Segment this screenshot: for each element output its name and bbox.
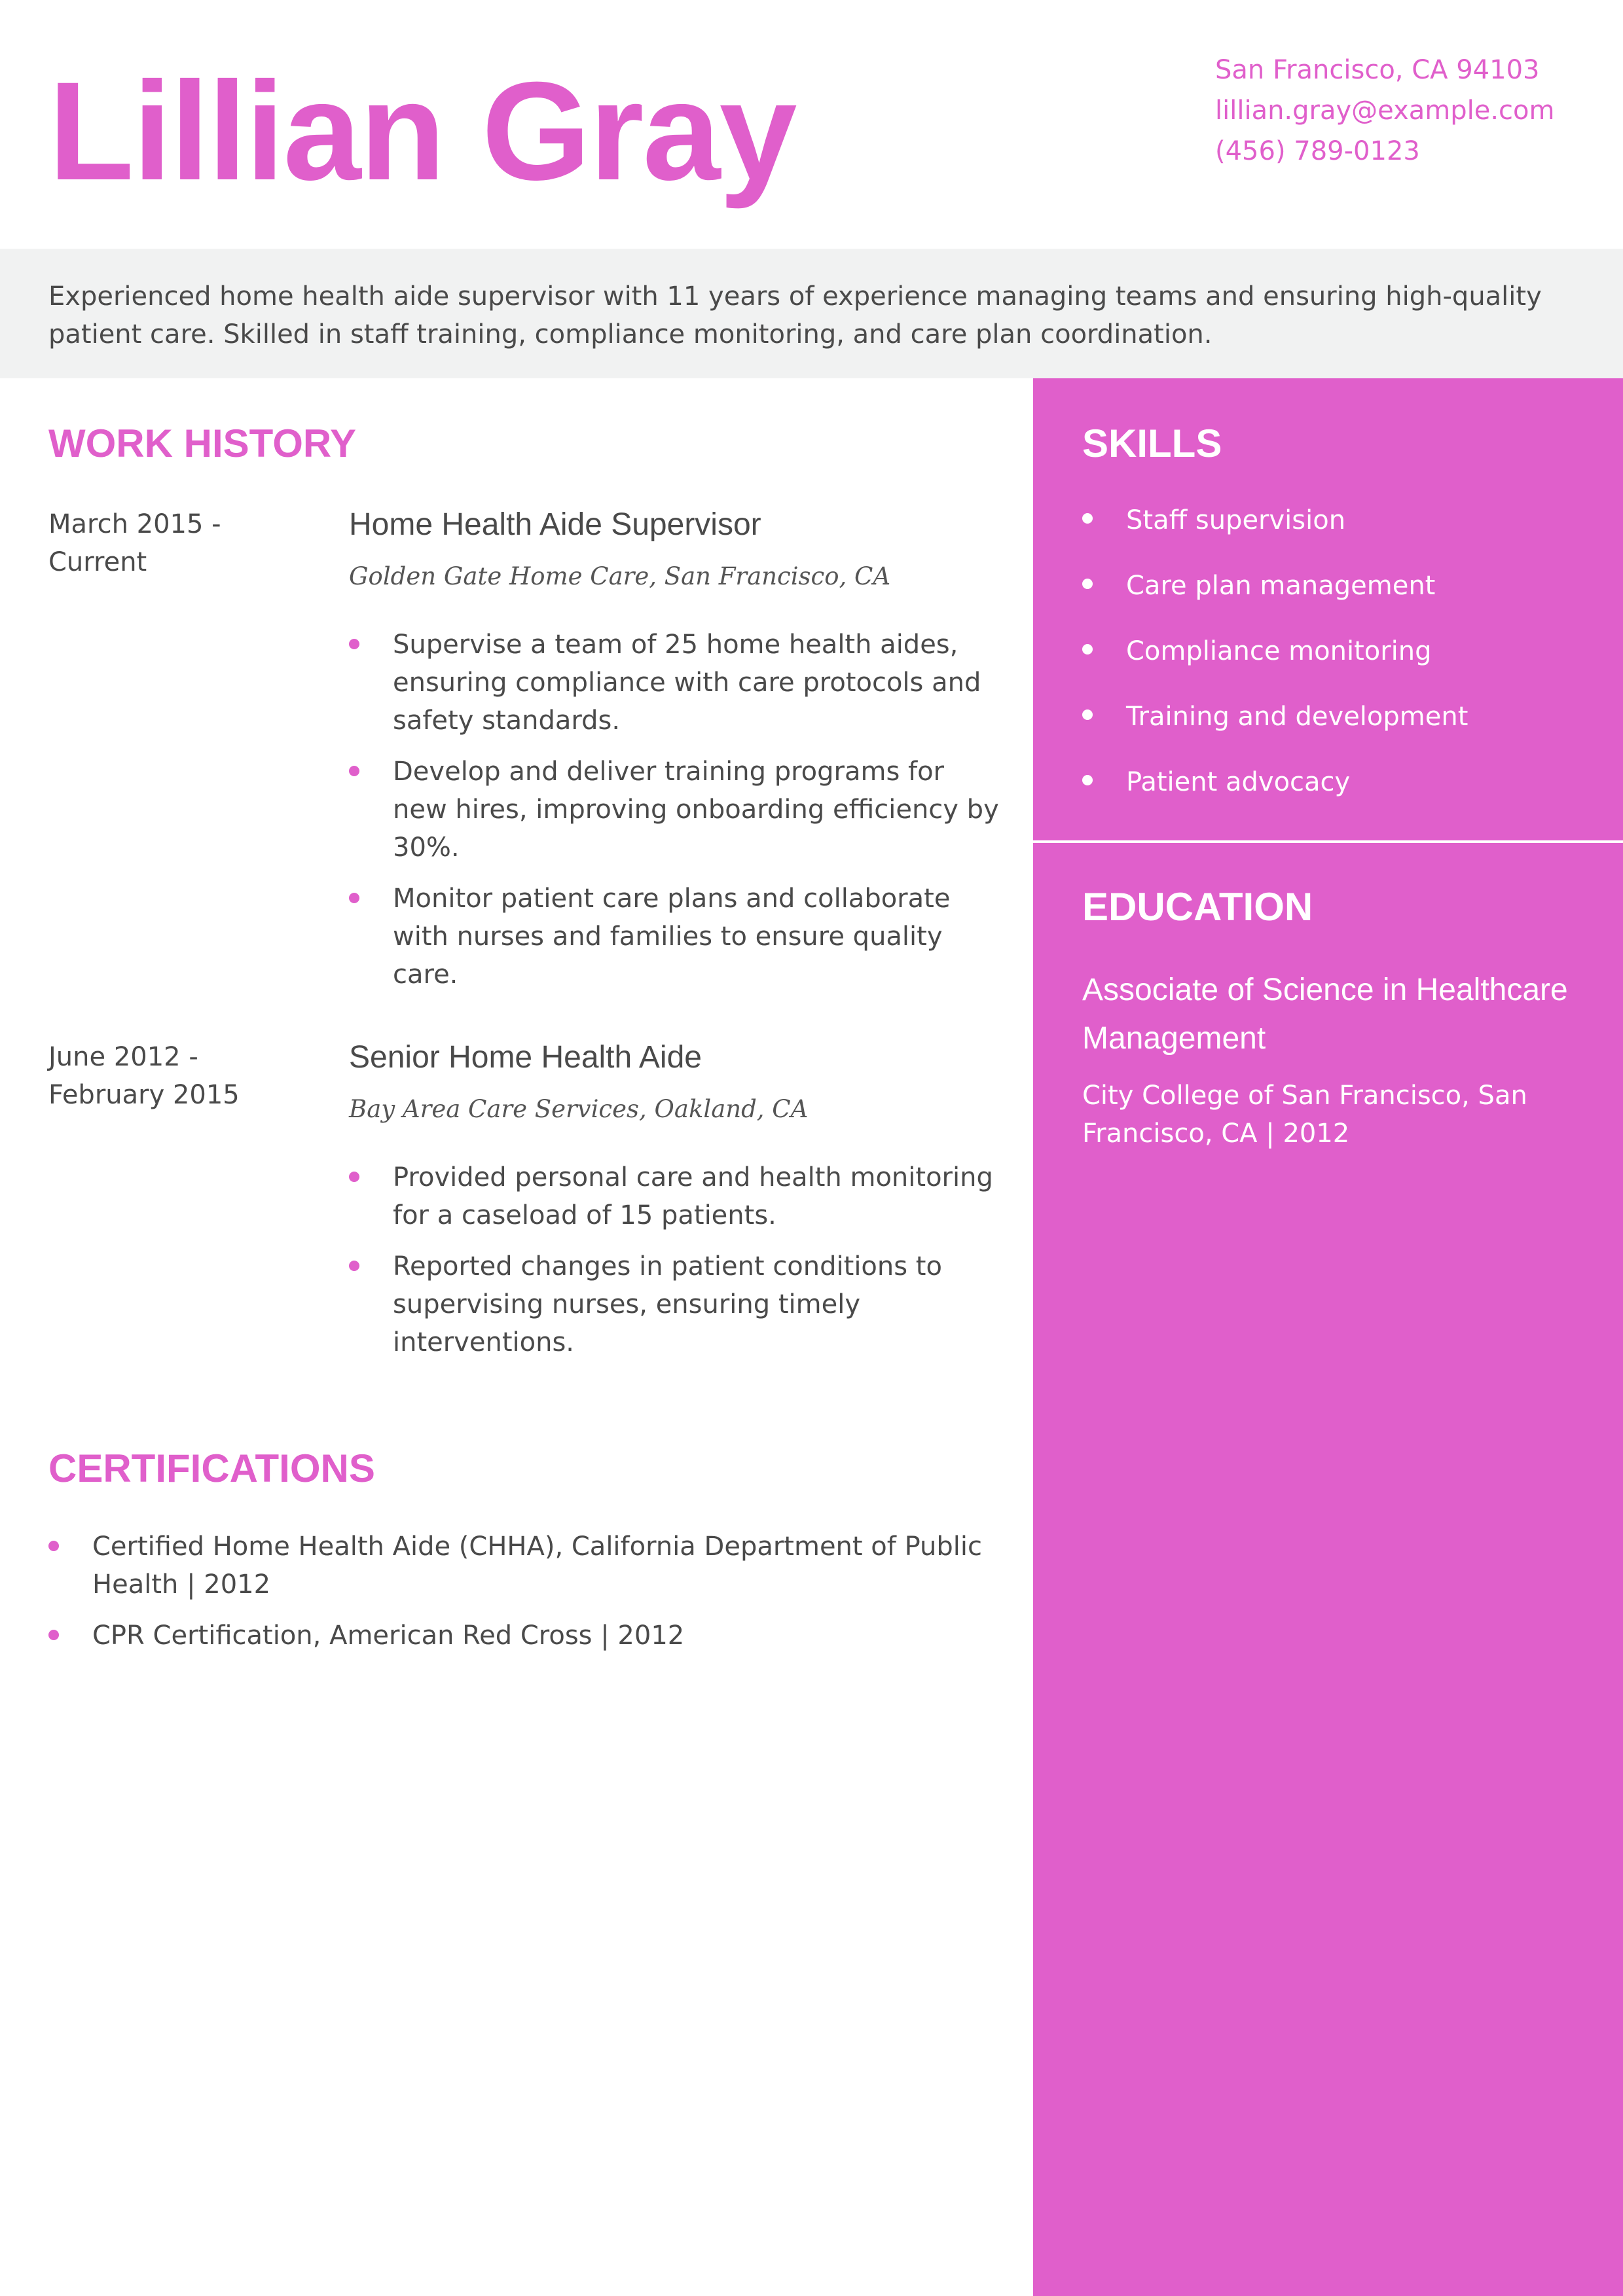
skill-text: Training and development xyxy=(1126,702,1468,732)
job-bullet xyxy=(349,1247,1004,1361)
job-bullet-text: Monitor patient care plans and collaborate with nurses and families to ensure quality care. xyxy=(393,884,951,990)
job-bullet-text: Supervise a team of 25 home health aides, ensuring compliance with care protocols and safety standards. xyxy=(393,630,981,736)
job-title: Home Health Aide Supervisor xyxy=(349,507,761,542)
job-date: June 2012 - February 2015 xyxy=(48,1042,240,1110)
job-bullet xyxy=(349,1158,1004,1234)
job-bullet xyxy=(349,880,1004,994)
skill-text: Compliance monitoring xyxy=(1126,636,1432,666)
job-company: Golden Gate Home Care, San Francisco, CA xyxy=(349,562,891,590)
bullet-dot-icon xyxy=(349,766,359,776)
job-bullet-text: Provided personal care and health monitoring for a caseload of 15 patients. xyxy=(393,1162,993,1230)
job-company: Bay Area Care Services, Oakland, CA xyxy=(349,1095,809,1123)
education-school: City College of San Francisco, San Francisco, CA | 2012 xyxy=(1082,1081,1527,1149)
candidate-name: Lillian Gray xyxy=(48,53,796,209)
certifications-list xyxy=(48,1528,998,1668)
sidebar xyxy=(1033,378,1623,2296)
job-bullet-text: Develop and deliver training programs for new hires, improving onboarding efficiency by 30%. xyxy=(393,757,999,863)
bullet-dot-icon xyxy=(1082,579,1093,589)
job-bullet xyxy=(349,753,1004,867)
certification-item xyxy=(48,1617,998,1655)
education-heading: EDUCATION xyxy=(1082,885,1313,929)
bullet-dot-icon xyxy=(349,639,359,649)
contact-phone[interactable]: (456) 789-0123 xyxy=(1215,136,1420,166)
job-title: Senior Home Health Aide xyxy=(349,1040,702,1075)
contact-info xyxy=(1215,50,1554,171)
certification-text: Certified Home Health Aide (CHHA), California Department of Public Health | 2012 xyxy=(92,1532,982,1600)
bullet-dot-icon xyxy=(48,1541,59,1551)
skills-heading: SKILLS xyxy=(1082,422,1222,465)
skill-item xyxy=(1082,763,1606,801)
bullet-dot-icon xyxy=(1082,775,1093,785)
bullet-dot-icon xyxy=(1082,513,1093,524)
job-bullet-text: Reported changes in patient conditions to supervising nurses, ensuring timely interventions. xyxy=(393,1251,942,1357)
bullet-dot-icon xyxy=(349,893,359,903)
job-bullets xyxy=(349,626,1004,1007)
certification-text: CPR Certification, American Red Cross | 2012 xyxy=(92,1621,685,1651)
certification-item xyxy=(48,1528,998,1604)
sidebar-divider xyxy=(1033,840,1623,843)
skill-text: Patient advocacy xyxy=(1126,767,1351,797)
summary-band xyxy=(0,249,1623,378)
skill-item xyxy=(1082,501,1606,539)
education-degree: Associate of Science in Healthcare Management xyxy=(1082,973,1568,1056)
job-bullets xyxy=(349,1158,1004,1374)
summary-text: Experienced home health aide supervisor with 11 years of experience managing teams and ensuring high-quality patient care. Skilled in staff training, compliance monitoring, and care plan coordination. xyxy=(48,281,1542,350)
work-history-heading: WORK HISTORY xyxy=(48,422,357,465)
skill-item xyxy=(1082,567,1606,605)
contact-address: San Francisco, CA 94103 xyxy=(1215,55,1540,85)
bullet-dot-icon xyxy=(48,1630,59,1640)
skill-text: Staff supervision xyxy=(1126,505,1346,535)
header xyxy=(0,0,1623,249)
bullet-dot-icon xyxy=(1082,644,1093,655)
bullet-dot-icon xyxy=(349,1172,359,1182)
job-date: March 2015 - Current xyxy=(48,509,221,577)
bullet-dot-icon xyxy=(1082,709,1093,720)
certifications-heading: CERTIFICATIONS xyxy=(48,1446,375,1490)
job-bullet xyxy=(349,626,1004,740)
contact-email[interactable]: lillian.gray@example.com xyxy=(1215,96,1555,126)
skill-item xyxy=(1082,632,1606,670)
skills-list xyxy=(1082,501,1606,829)
bullet-dot-icon xyxy=(349,1261,359,1271)
skill-item xyxy=(1082,698,1606,736)
skill-text: Care plan management xyxy=(1126,571,1436,601)
